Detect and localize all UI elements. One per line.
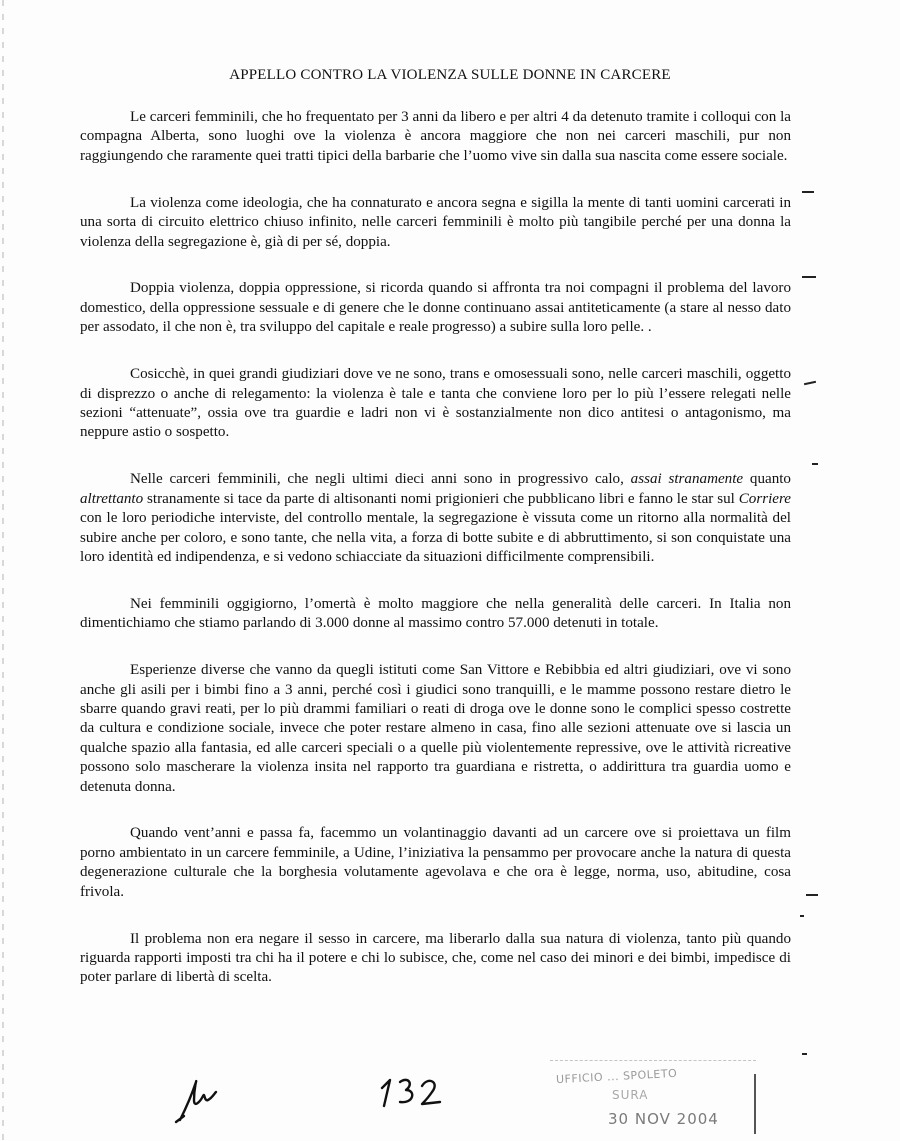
paragraph-5-text-a: Nelle carceri femminili, che negli ultimi dieci anni sono in progressivo calo, — [130, 471, 631, 488]
stamp-date: 30 NOV 2004 — [608, 1110, 719, 1128]
paragraph-5-text-g: con le loro periodiche interviste, del controllo mentale, la segregazione è vissuta come un ritorno alla normalità del subire anche per coloro, e sono tante, che nella vita, a forza di botte subite e di abbruttimento, si son conquistate una loro identità ed indipendenza, e si vedono schiacciate da situazioni difficilmente comprensibili. — [80, 510, 791, 565]
stamp-border — [550, 1060, 756, 1062]
margin-tick-mark — [804, 381, 816, 385]
margin-tick-mark — [812, 463, 818, 465]
reception-stamp — [548, 1052, 760, 1140]
paragraph-5-text-c: quanto — [743, 471, 791, 488]
paragraph-4: Cosicchè, in quei grandi giudiziari dove ve ne sono, trans e omosessuali sono, nelle carceri maschili, oggetto di disprezzo o anche di relegamento: la violenza è tale e tanta che conviene loro per lo più l’essere relegati nelle sezioni “attenuate”, ossia ove tra guardie e ladri non vi è sostanzialmente non dico antitesi o antagonismo, ma neppure astio o sospetto. — [80, 366, 791, 441]
paragraph-5-italic-assai: assai stranamente — [630, 471, 744, 488]
paragraph-5-text-e: stranamente si tace da parte di altisonanti nomi prigionieri che pubblicano libri e fanno le star sul — [143, 490, 739, 507]
margin-tick-mark — [802, 276, 816, 278]
handwritten-page-number-icon — [378, 1074, 448, 1110]
paragraph-7: Esperienze diverse che vanno da quegli istituti come San Vittore e Rebibbia ed altri giudiziari, ove vi sono anche gli asili per i bimbi fino a 3 anni, perché così i giudici sono tranquilli, e le mamme possono restare dietro le sbarre quando gravi reati, per lo più drammi familiari o reati di droga ove le donne sono le complici spesso costrette da cultura e condizione sociale, invece che poter restare almeno in casa, fino alle sezioni attenuate ove si lascia un qualche spazio alla fantasia, ed alle carceri speciali o a quelle più violentemente repressive, ove le attività ricreative possono solo mascherare la violenza insita nel rapporto tra guardiana e ristretta, o addirittura tra guardia uomo e detenuta donna. — [80, 662, 791, 795]
paragraph-3: Doppia violenza, doppia oppressione, si ricorda quando si affronta tra noi compagni il problema del lavoro domestico, della oppressione sessuale e di genere che le donne continuano assai antiteticamente (a stare al nesso dato per assodato, il che non è, tra sviluppo del capitale e reale progresso) a subire sulla loro pelle. . — [80, 280, 791, 336]
paragraph-1: Le carceri femminili, che ho frequentato per 3 anni da libero e per altri 4 da detenuto tramite i colloqui con la compagna Alberta, sono luoghi ove la violenza è ancora maggiore che non nei carceri maschili, pur non raggiungendo che raramente quei tratti tipici della barbarie che l’uomo vive sin dalla sua nascita come essere sociale. — [80, 109, 791, 164]
paragraph-5 — [80, 470, 791, 567]
stamp-office-text: UFFICIO ... SPOLETO — [555, 1066, 678, 1087]
margin-tick-mark — [806, 894, 818, 896]
paragraph-2: La violenza come ideologia, che ha connaturato e ancora segna e sigilla la mente di tanti uomini carcerati in una sorta di circuito elettrico chiuso infinito, nelle carceri femminili è molto più tangibile perché per una donna la violenza della segregazione è, già di per sé, doppia. — [80, 194, 791, 250]
paragraph-5-italic-corriere: Corriere — [738, 490, 791, 507]
margin-tick-mark — [802, 1053, 807, 1055]
paragraph-9: Il problema non era negare il sesso in carcere, ma liberarlo dalla sua natura di violenza, tanto più quando riguarda rapporti imposti tra chi ha il potere e chi lo subisce, che, come nel caso dei minori e dei bimbi, impedisce di poter parlare di libertà di scelta. — [80, 930, 791, 986]
margin-tick-mark — [802, 191, 814, 193]
paragraph-6: Nei femminili oggigiorno, l’omertà è molto maggiore che nella generalità delle carceri. In Italia non dimentichiamo che stiamo parlando di 3.000 donne al massimo contro 57.000 detenuti in totale. — [80, 595, 791, 632]
document-title: APPELLO CONTRO LA VIOLENZA SULLE DONNE IN CARCERE — [229, 67, 671, 83]
paragraph-8: Quando vent’anni e passa fa, facemmo un volantinaggio davanti ad un carcere ove si proiettava un film porno ambientato in un carcere femminile, a Udine, l’iniziativa la pensammo per provocare anche la natura di questa degenerazione culturale che la borghesia volutamente agevolava e che ora è legge, norma, uso, abitudine, cosa frivola. — [80, 825, 791, 900]
margin-tick-mark — [800, 915, 804, 917]
document-body — [80, 108, 791, 1015]
stamp-subtext: SURA — [612, 1088, 649, 1102]
stamp-border-right — [754, 1074, 756, 1134]
handwritten-signature-icon — [170, 1072, 230, 1132]
paragraph-5-italic-altrettanto: altrettanto — [80, 490, 144, 507]
scan-edge-marks — [2, 0, 4, 1141]
